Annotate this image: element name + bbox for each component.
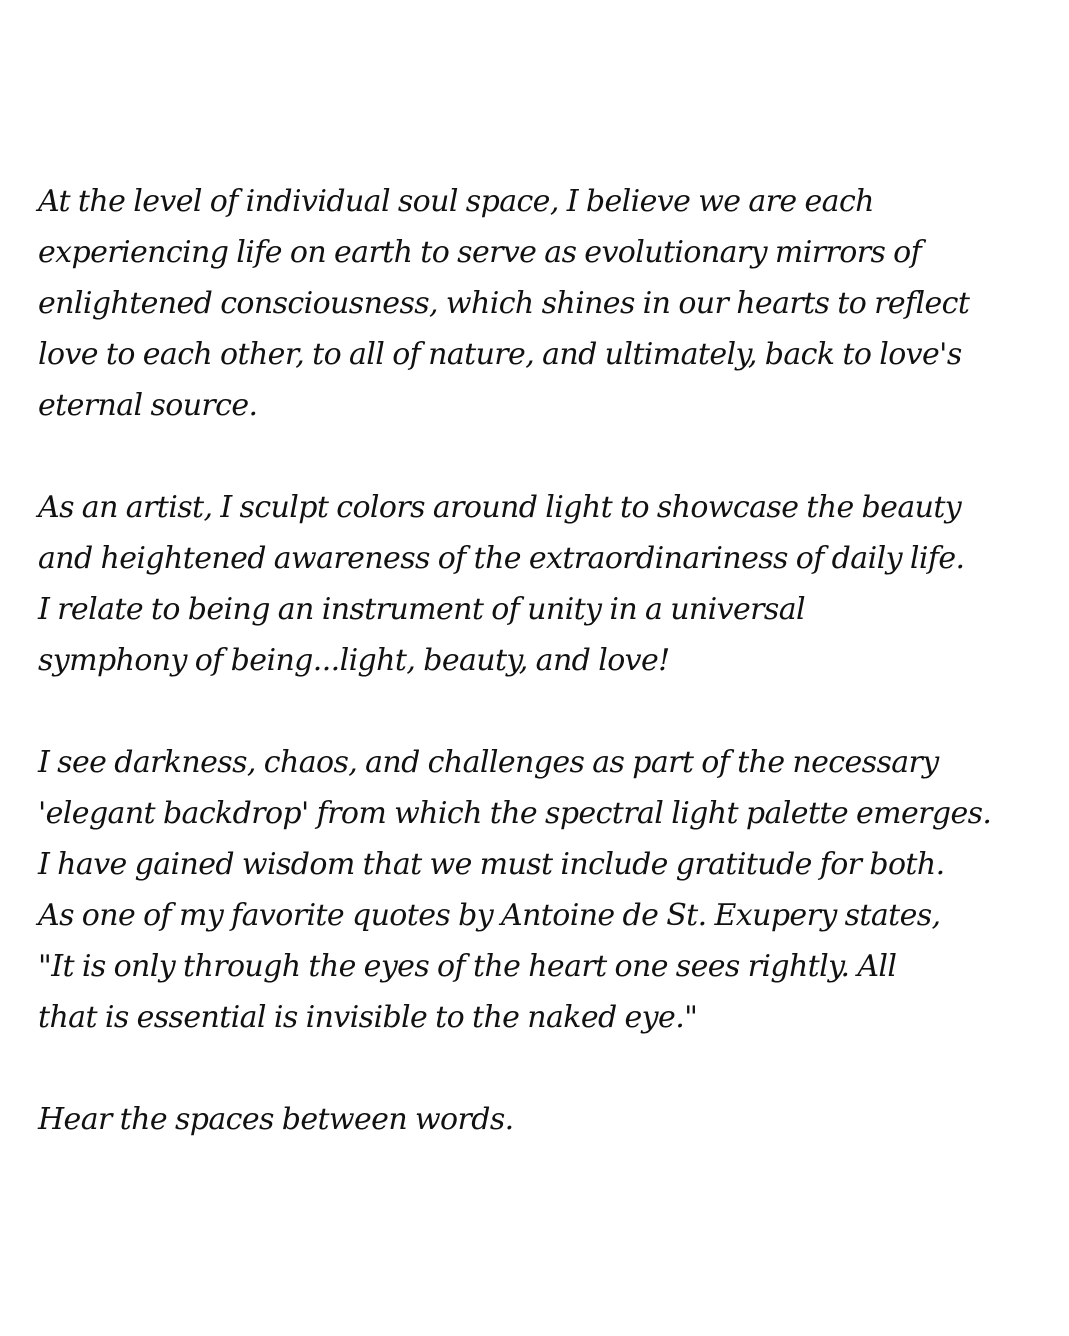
text-line: enlightened consciousness, which shines in our hearts to reflect [38,286,970,321]
paragraph-closing [38,1094,1048,1145]
paragraph-soul-space [38,176,1048,431]
text-line: As an artist, I sculpt colors around light to showcase the beauty [38,490,962,525]
text-line: "It is only through the eyes of the heart one sees rightly. All [38,949,897,984]
text-line: that is essential is invisible to the naked eye." [38,1000,698,1035]
text-line: As one of my favorite quotes by Antoine de St. Exupery states, [38,898,941,933]
text-line: At the level of individual soul space, I believe we are each [38,184,874,219]
text-line: I see darkness, chaos, and challenges as part of the necessary [38,745,939,780]
text-line: eternal source. [38,388,258,423]
text-line: I have gained wisdom that we must include gratitude for both. [38,847,945,882]
paragraph-artist [38,482,1048,686]
text-line: and heightened awareness of the extraordinariness of daily life. [38,541,965,576]
text-line: I relate to being an instrument of unity in a universal [38,592,805,627]
text-line: symphony of being...light, beauty, and love! [38,643,670,678]
text-line: Hear the spaces between words. [38,1102,514,1137]
paragraph-darkness [38,737,1048,1043]
text-line: experiencing life on earth to serve as evolutionary mirrors of [38,235,922,270]
text-line: 'elegant backdrop' from which the spectral light palette emerges. [38,796,992,831]
text-line: love to each other, to all of nature, and ultimately, back to love's [38,337,962,372]
document-body [38,176,1048,1145]
